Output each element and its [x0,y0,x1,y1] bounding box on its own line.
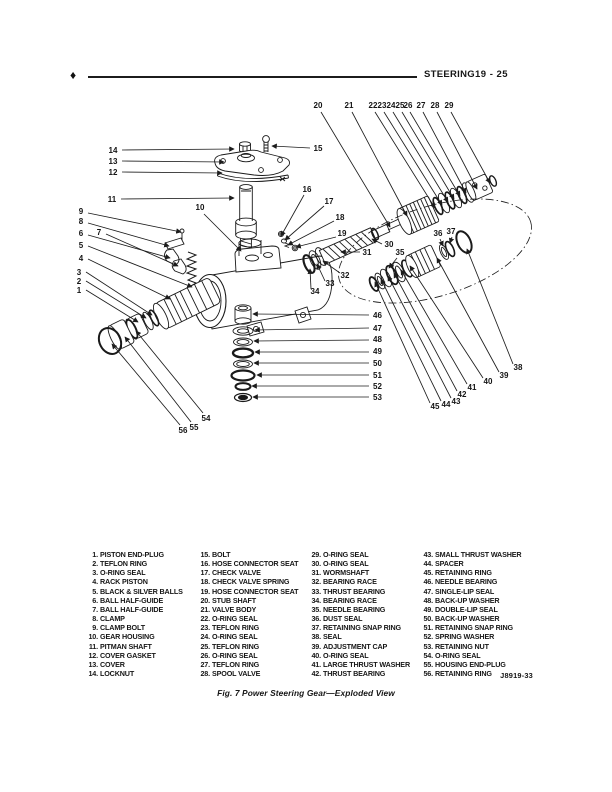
part-name: SPRING WASHER [435,632,495,642]
parts-list-item-44 [419,559,531,568]
part-number: 53. [423,641,433,651]
callout-number-15: 15 [313,144,323,153]
callout-number-31: 31 [362,248,372,257]
part-number: 18. [200,577,210,587]
part-name: O-RING SEAL [323,650,369,660]
part-name: O-RING SEAL [212,650,258,660]
part-number: 46. [423,577,433,587]
parts-list-item-25 [196,642,308,651]
callout-number-50: 50 [373,359,382,368]
parts-list-item-18 [196,577,308,586]
part-number: 34. [311,595,321,605]
part-number: 32. [311,577,321,587]
part-name: GEAR HOUSING [100,632,155,642]
callout-number-4: 4 [78,254,84,263]
callout-number-7: 7 [96,228,102,237]
part-name: BACK-UP WASHER [435,595,500,605]
leader-line-12 [122,172,222,173]
parts-list-item-4 [84,577,196,586]
part-name: THRUST BEARING [323,586,386,596]
part-number: 43. [423,550,433,559]
callout-number-11: 11 [107,195,117,204]
part-name: THRUST BEARING [323,669,386,679]
cover-part [215,150,290,175]
part-number: 21. [200,604,210,614]
leader-line-17 [285,206,324,240]
parts-list-item-5 [84,587,196,596]
part-number: 50. [423,614,433,624]
callout-number-37: 37 [446,227,456,236]
part-number: 17. [200,568,210,578]
leader-line-38 [467,249,513,364]
leader-line-26 [410,112,460,196]
callout-number-40: 40 [483,377,493,386]
part-name: HOUSING END-PLUG [435,659,506,669]
parts-column-4 [419,550,531,678]
parts-list-item-43 [419,550,531,559]
callout-number-45: 45 [430,402,440,411]
part-name: SMALL THRUST WASHER [435,550,522,559]
part-number: 42. [311,669,321,679]
leader-line-11 [121,198,234,199]
leader-line-37 [450,237,452,243]
part-name: BACK-UP WASHER [435,614,500,624]
leader-line-15 [272,146,310,148]
parts-list-item-22 [196,614,308,623]
part-number: 14. [88,669,98,679]
callout-number-23: 23 [377,101,387,110]
part-number: 33. [311,586,321,596]
callout-number-12: 12 [108,168,118,177]
part-number: 1. [92,550,98,559]
part-number: 28. [200,669,210,679]
page-number: 19 - 25 [475,69,509,80]
part-name: VALVE BODY [212,604,257,614]
part-name: BALL HALF-GUIDE [100,604,164,614]
parts-list-item-30 [307,559,419,568]
callout-number-3: 3 [76,268,82,277]
part-number: 45. [423,568,433,578]
parts-list-item-10 [84,632,196,641]
parts-list-item-27 [196,660,308,669]
callout-number-56: 56 [178,426,188,435]
parts-list-item-7 [84,605,196,614]
callout-number-8: 8 [78,217,84,226]
part-name: BOLT [212,550,231,559]
callout-number-25: 25 [395,101,405,110]
drawing-code: J8919-33 [500,671,533,680]
parts-list-item-20 [196,596,308,605]
callout-number-41: 41 [467,383,477,392]
callout-number-36: 36 [433,229,443,238]
part-number: 24. [200,632,210,642]
part-name: SEAL [323,632,342,642]
callout-number-10: 10 [195,203,205,212]
leader-line-21 [352,112,407,216]
callout-number-9: 9 [78,207,84,216]
part-name: O-RING SEAL [323,559,369,569]
part-name: COVER GASKET [100,650,156,660]
parts-list-item-37 [307,623,419,632]
leader-line-20 [321,112,390,227]
parts-list-item-55 [419,660,531,669]
part-number: 12. [88,650,98,660]
parts-column-2 [196,550,308,678]
part-name: PITMAN SHAFT [100,641,152,651]
part-name: BALL HALF-GUIDE [100,595,164,605]
callout-number-21: 21 [344,101,354,110]
parts-list-item-9 [84,623,196,632]
part-name: NEEDLE BEARING [435,577,498,587]
parts-list-item-11 [84,642,196,651]
part-name: RACK PISTON [100,577,148,587]
parts-list-item-31 [307,568,419,577]
part-number: 56. [423,669,433,679]
leader-line-18 [288,221,334,245]
callout-number-19: 19 [337,229,347,238]
part-number: 8. [92,614,98,624]
leader-line-56 [112,344,180,425]
part-number: 49. [423,604,433,614]
leader-line-13 [122,161,224,162]
part-number: 41. [311,659,321,669]
callout-number-48: 48 [373,335,382,344]
leader-line-42 [394,273,457,391]
part-number: 40. [311,650,321,660]
part-name: O-RING SEAL [323,550,369,559]
diamond-bullet-icon: ♦ [70,68,77,82]
parts-list-item-52 [419,632,531,641]
parts-list-item-1 [84,550,196,559]
part-number: 54. [423,650,433,660]
part-name: COVER [100,659,125,669]
parts-list-item-35 [307,605,419,614]
callout-number-20: 20 [313,101,323,110]
part-name: RETAINING NUT [435,641,489,651]
leader-line-16 [281,195,304,236]
part-name: O-RING SEAL [435,650,481,660]
parts-list-item-46 [419,577,531,586]
callout-number-47: 47 [373,324,382,333]
parts-column-1 [84,550,196,678]
part-name: BLACK & SILVER BALLS [100,586,183,596]
part-name: SPACER [435,559,464,569]
part-name: CLAMP BOLT [100,623,145,633]
leader-line-23 [384,112,442,205]
parts-list-item-51 [419,623,531,632]
parts-list-item-6 [84,596,196,605]
section-title: STEERING [424,69,475,80]
parts-list-item-3 [84,568,196,577]
part-number: 16. [200,559,210,569]
parts-list-item-32 [307,577,419,586]
callout-number-35: 35 [395,248,405,257]
callout-number-6: 6 [78,229,84,238]
callout-number-33: 33 [325,279,335,288]
leader-line-55 [125,337,191,422]
leader-line-14 [122,149,234,150]
part-name: BEARING RACE [323,577,377,587]
part-name: STUB SHAFT [212,595,257,605]
leader-line-9 [88,213,181,232]
part-number: 26. [200,650,210,660]
part-number: 4. [92,577,98,587]
parts-list-item-45 [419,568,531,577]
part-number: 3. [92,568,98,578]
part-number: 30. [311,559,321,569]
parts-list-item-17 [196,568,308,577]
part-number: 44. [423,559,433,569]
leader-line-1 [86,290,138,322]
part-name: RETAINING RING [435,568,492,578]
parts-list-item-29 [307,550,419,559]
leader-line-3 [86,272,152,315]
parts-list-item-38 [307,632,419,641]
part-number: 37. [311,623,321,633]
parts-list-item-28 [196,669,308,678]
parts-list-item-54 [419,651,531,660]
part-number: 52. [423,632,433,642]
part-name: HOSE CONNECTOR SEAT [212,559,299,569]
part-number: 36. [311,614,321,624]
parts-list-item-48 [419,596,531,605]
part-number: 51. [423,623,433,633]
part-number: 38. [311,632,321,642]
part-name: SINGLE-LIP SEAL [435,586,495,596]
leader-line-29 [451,112,490,183]
callout-number-24: 24 [386,101,396,110]
parts-list-item-53 [419,642,531,651]
callout-number-54: 54 [201,414,211,423]
part-number: 9. [92,623,98,633]
wormshaft-part [319,221,391,264]
part-number: 13. [88,659,98,669]
callout-number-14: 14 [108,146,118,155]
parts-list-item-26 [196,651,308,660]
leader-line-2 [86,281,146,318]
part-name: O-RING SEAL [212,614,258,624]
parts-list-item-36 [307,614,419,623]
leader-line-54 [136,331,203,413]
parts-list-item-23 [196,623,308,632]
part-name: WORMSHAFT [323,568,370,578]
part-number: 15. [200,550,210,559]
part-name: CHECK VALVE [212,568,261,578]
part-name: TEFLON RING [212,623,260,633]
part-name: PISTON END-PLUG [100,550,164,559]
callout-number-34: 34 [310,287,320,296]
parts-list-item-14 [84,669,196,678]
leader-line-44 [381,279,441,401]
part-name: RETAINING SNAP RING [435,623,513,633]
leader-line-48 [254,340,369,341]
parts-list-item-12 [84,651,196,660]
callout-number-46: 46 [373,311,382,320]
parts-list-item-49 [419,605,531,614]
leader-line-41 [401,270,467,384]
callout-number-16: 16 [302,185,312,194]
part-name: RETAINING SNAP RING [323,623,401,633]
leader-line-4 [88,259,170,299]
part-number: 6. [92,595,98,605]
parts-list-item-47 [419,587,531,596]
part-number: 19. [200,586,210,596]
parts-list-item-39 [307,642,419,651]
bolt-part [263,136,270,152]
callout-number-32: 32 [340,271,350,280]
callout-number-49: 49 [373,347,382,356]
callout-number-29: 29 [444,101,454,110]
part-name: CLAMP [100,614,125,624]
parts-list-item-19 [196,587,308,596]
part-number: 23. [200,623,210,633]
parts-list-item-8 [84,614,196,623]
part-name: O-RING SEAL [212,632,258,642]
part-name: TEFLON RING [100,559,148,569]
part-number: 48. [423,595,433,605]
callout-number-55: 55 [189,423,199,432]
part-name: NEEDLE BEARING [323,604,386,614]
part-number: 7. [92,604,98,614]
parts-list-item-13 [84,660,196,669]
part-name: BEARING RACE [323,595,377,605]
callout-number-52: 52 [373,382,382,391]
callout-number-53: 53 [373,393,382,402]
callout-number-22: 22 [368,101,378,110]
parts-list-item-50 [419,614,531,623]
callout-number-39: 39 [499,371,509,380]
parts-list-item-2 [84,559,196,568]
part-number: 20. [200,595,210,605]
detail-balloon [326,179,544,324]
part-name: DOUBLE-LIP SEAL [435,604,498,614]
part-number: 29. [311,550,321,559]
parts-list-item-41 [307,660,419,669]
part-number: 55. [423,659,433,669]
parts-list-item-15 [196,550,308,559]
callout-number-43: 43 [451,397,461,406]
part-number: 31. [311,568,321,578]
parts-list-item-21 [196,605,308,614]
part-name: DUST SEAL [323,614,363,624]
callout-number-28: 28 [430,101,440,110]
part-name: HOSE CONNECTOR SEAT [212,586,299,596]
parts-list-item-24 [196,632,308,641]
part-name: TEFLON RING [212,641,260,651]
leader-line-27 [423,112,466,193]
part-name: O-RING SEAL [100,568,146,578]
part-name: LOCKNUT [100,669,135,679]
callout-number-27: 27 [416,101,426,110]
part-number: 10. [88,632,98,642]
parts-list-item-16 [196,559,308,568]
part-number: 22. [200,614,210,624]
callout-number-51: 51 [373,371,382,380]
part-number: 47. [423,586,433,596]
callout-number-26: 26 [403,101,413,110]
part-number: 35. [311,604,321,614]
parts-list [0,550,612,680]
parts-list-item-40 [307,651,419,660]
part-number: 27. [200,659,210,669]
part-name: TEFLON RING [212,659,260,669]
part-name: LARGE THRUST WASHER [323,659,410,669]
part-number: 25. [200,641,210,651]
leader-line-22 [375,112,435,208]
part-name: RETAINING RING [435,669,492,679]
parts-list-item-33 [307,587,419,596]
part-number: 5. [92,586,98,596]
callout-number-38: 38 [513,363,523,372]
parts-column-3 [307,550,419,678]
parts-list-item-42 [307,669,419,678]
part-name: SPOOL VALVE [212,669,261,679]
part-name: CHECK VALVE SPRING [212,577,290,587]
callout-number-30: 30 [384,240,394,249]
callout-number-42: 42 [457,390,467,399]
part-name: ADJUSTMENT CAP [323,641,388,651]
callout-number-1: 1 [76,286,82,295]
part-number: 11. [88,641,98,651]
parts-list-item-34 [307,596,419,605]
part-number: 39. [311,641,321,651]
part-number: 2. [92,559,98,569]
figure-caption: Fig. 7 Power Steering Gear—Exploded View [217,688,395,698]
callout-number-5: 5 [78,241,84,250]
leader-line-6 [88,235,170,258]
callout-number-2: 2 [76,277,82,286]
leader-line-24 [393,112,448,202]
callout-number-17: 17 [324,197,334,206]
callout-number-44: 44 [441,400,451,409]
leader-line-47 [255,328,369,330]
callout-number-13: 13 [108,157,118,166]
callout-number-18: 18 [335,213,345,222]
